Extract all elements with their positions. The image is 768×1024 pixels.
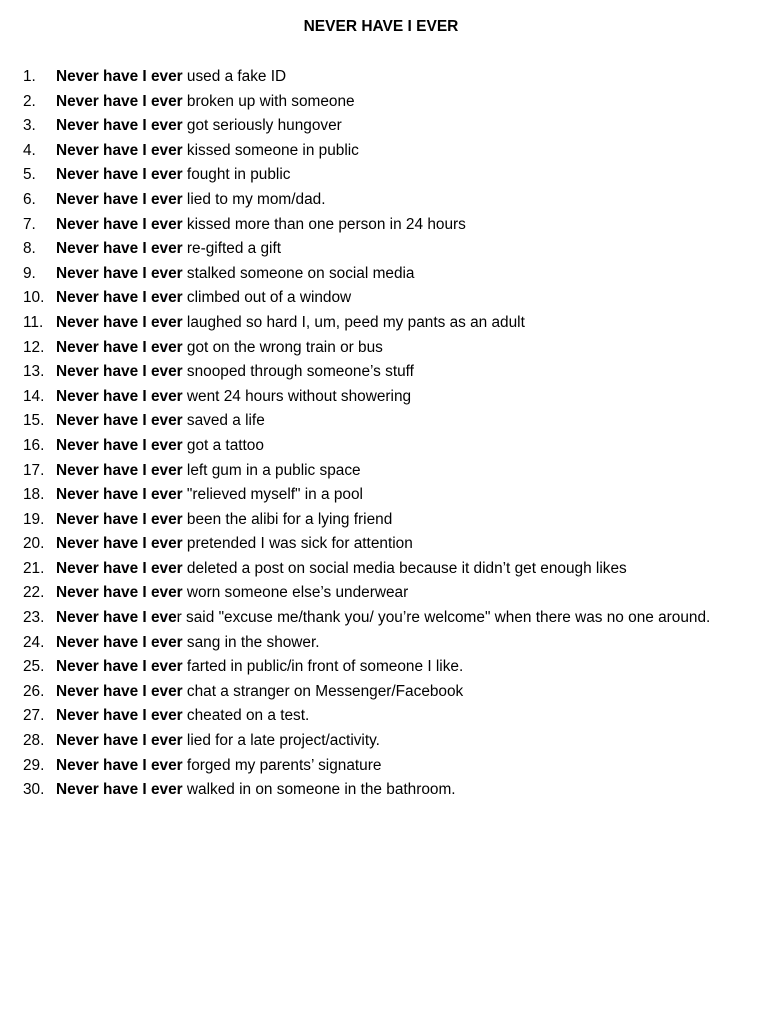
list-item bbox=[0, 655, 768, 680]
item-lead-phrase: Never have I ever bbox=[56, 92, 183, 110]
item-number: 14. bbox=[23, 387, 45, 405]
item-statement bbox=[56, 606, 710, 631]
item-statement-text: pretended I was sick for attention bbox=[182, 535, 413, 553]
item-lead-phrase: Never have I ever bbox=[56, 313, 183, 331]
item-statement bbox=[56, 237, 281, 262]
list-item bbox=[0, 237, 768, 262]
item-lead-phrase: Never have I ever bbox=[56, 190, 183, 208]
item-lead-phrase: Never have I ever bbox=[56, 68, 183, 85]
list-item bbox=[0, 311, 768, 336]
item-lead-phrase: Never have I ever bbox=[56, 658, 183, 676]
item-statement-text: kissed someone in public bbox=[182, 141, 359, 159]
item-number: 23. bbox=[23, 609, 45, 627]
item-lead-phrase: Never have I ever bbox=[56, 338, 183, 356]
list-item bbox=[0, 631, 768, 656]
item-statement bbox=[56, 532, 413, 557]
item-statement bbox=[56, 65, 286, 90]
item-lead-phrase: Never have I ever bbox=[56, 117, 183, 135]
item-lead-phrase: Never have I ever bbox=[56, 387, 183, 405]
item-lead-phrase: Never have I ever bbox=[56, 264, 183, 282]
item-number: 11. bbox=[23, 313, 44, 331]
item-statement bbox=[56, 508, 392, 533]
item-number: 4. bbox=[23, 141, 36, 159]
item-lead-phrase: Never have I ever bbox=[56, 141, 183, 159]
item-lead-phrase: Never have I ever bbox=[56, 363, 183, 381]
item-statement-text: got on the wrong train or bus bbox=[182, 338, 383, 356]
item-statement bbox=[56, 754, 381, 779]
item-number: 8. bbox=[23, 240, 36, 258]
item-lead-phrase: Never have I ever bbox=[56, 166, 183, 184]
item-number: 16. bbox=[23, 436, 45, 454]
item-number: 27. bbox=[23, 707, 45, 725]
item-statement-text: deleted a post on social media because it didn’t get enough likes bbox=[182, 559, 627, 577]
item-lead-phrase: Never have I ever bbox=[56, 682, 183, 700]
item-statement bbox=[56, 139, 359, 164]
item-statement bbox=[56, 90, 355, 115]
list-item bbox=[0, 163, 768, 188]
item-number: 12. bbox=[23, 338, 45, 356]
item-statement-text: chat a stranger on Messenger/Facebook bbox=[182, 682, 464, 700]
list-item bbox=[0, 754, 768, 779]
item-statement-text: walked in on someone in the bathroom. bbox=[182, 781, 456, 799]
item-lead-phrase: Never have I ever bbox=[56, 215, 183, 233]
item-number: 17. bbox=[23, 461, 45, 479]
list-item bbox=[0, 729, 768, 754]
item-lead-phrase: Never have I ever bbox=[56, 559, 183, 577]
item-lead-phrase: Never have I ever bbox=[56, 289, 183, 307]
item-number: 1. bbox=[23, 68, 36, 85]
item-number: 22. bbox=[23, 584, 45, 602]
item-statement-text: farted in public/in front of someone I like. bbox=[182, 658, 464, 676]
item-statement-text: fought in public bbox=[182, 166, 291, 184]
item-statement bbox=[56, 336, 383, 361]
item-number: 2. bbox=[23, 92, 36, 110]
list-item bbox=[0, 409, 768, 434]
item-statement bbox=[56, 311, 525, 336]
item-statement bbox=[56, 631, 320, 656]
list-item bbox=[0, 778, 768, 803]
item-lead-phrase: Never have I ever bbox=[56, 584, 183, 602]
item-number: 29. bbox=[23, 756, 45, 774]
item-statement bbox=[56, 655, 463, 680]
item-statement bbox=[56, 213, 466, 238]
item-statement-text: kissed more than one person in 24 hours bbox=[182, 215, 466, 233]
item-statement bbox=[56, 459, 361, 484]
item-statement bbox=[56, 385, 411, 410]
item-statement-text: left gum in a public space bbox=[182, 461, 361, 479]
item-number: 25. bbox=[23, 658, 45, 676]
item-statement bbox=[56, 286, 351, 311]
item-lead-phrase: Never have I eve bbox=[56, 609, 177, 627]
item-statement-text: broken up with someone bbox=[182, 92, 355, 110]
item-number: 30. bbox=[23, 781, 45, 799]
item-number: 24. bbox=[23, 633, 45, 651]
item-number: 15. bbox=[23, 412, 45, 430]
item-lead-phrase: Never have I ever bbox=[56, 707, 183, 725]
list-item bbox=[0, 188, 768, 213]
list-item bbox=[0, 483, 768, 508]
list-item bbox=[0, 434, 768, 459]
item-statement-text: got a tattoo bbox=[182, 436, 264, 454]
item-number: 18. bbox=[23, 486, 45, 504]
item-lead-phrase: Never have I ever bbox=[56, 461, 183, 479]
item-statement bbox=[56, 778, 456, 803]
list-item bbox=[0, 336, 768, 361]
item-statement bbox=[56, 114, 342, 139]
item-number: 3. bbox=[23, 117, 36, 135]
item-statement-text: lied for a late project/activity. bbox=[182, 732, 380, 750]
document-title: NEVER HAVE I EVER bbox=[303, 18, 459, 35]
item-lead-phrase: Never have I ever bbox=[56, 436, 183, 454]
list-item bbox=[0, 508, 768, 533]
item-number: 9. bbox=[23, 264, 36, 282]
item-statement-text: r said "excuse me/thank you/ you’re welcome" when there was no one around. bbox=[176, 609, 711, 627]
item-number: 5. bbox=[23, 166, 36, 184]
list-item bbox=[0, 90, 768, 115]
item-statement-text: went 24 hours without showering bbox=[182, 387, 412, 405]
item-statement bbox=[56, 729, 380, 754]
list-item bbox=[0, 262, 768, 287]
item-statement bbox=[56, 188, 326, 213]
list-item bbox=[0, 114, 768, 139]
item-lead-phrase: Never have I ever bbox=[56, 486, 183, 504]
list-item bbox=[0, 360, 768, 385]
item-statement-text: stalked someone on social media bbox=[182, 264, 415, 282]
item-lead-phrase: Never have I ever bbox=[56, 756, 183, 774]
item-statement bbox=[56, 557, 627, 582]
item-number: 28. bbox=[23, 732, 45, 750]
item-lead-phrase: Never have I ever bbox=[56, 633, 183, 651]
item-statement bbox=[56, 360, 414, 385]
list-item bbox=[0, 286, 768, 311]
statement-list bbox=[0, 65, 768, 803]
item-statement bbox=[56, 704, 309, 729]
item-statement bbox=[56, 163, 290, 188]
list-item bbox=[0, 606, 768, 631]
item-number: 19. bbox=[23, 510, 45, 528]
item-statement bbox=[56, 434, 264, 459]
item-statement bbox=[56, 409, 265, 434]
item-lead-phrase: Never have I ever bbox=[56, 781, 183, 799]
list-item bbox=[0, 581, 768, 606]
item-lead-phrase: Never have I ever bbox=[56, 240, 183, 258]
item-statement-text: cheated on a test. bbox=[182, 707, 310, 725]
item-statement-text: snooped through someone’s stuff bbox=[182, 363, 414, 381]
item-number: 20. bbox=[23, 535, 45, 553]
item-number: 7. bbox=[23, 215, 36, 233]
item-statement bbox=[56, 581, 408, 606]
item-lead-phrase: Never have I ever bbox=[56, 535, 183, 553]
item-statement bbox=[56, 680, 463, 705]
item-number: 21. bbox=[23, 559, 45, 577]
item-statement-text: forged my parents’ signature bbox=[182, 756, 382, 774]
item-lead-phrase: Never have I ever bbox=[56, 732, 183, 750]
list-item bbox=[0, 557, 768, 582]
list-item bbox=[0, 139, 768, 164]
item-statement-text: lied to my mom/dad. bbox=[182, 190, 326, 208]
item-statement-text: sang in the shower. bbox=[182, 633, 320, 651]
item-statement-text: been the alibi for a lying friend bbox=[182, 510, 393, 528]
item-statement-text: worn someone else’s underwear bbox=[182, 584, 409, 602]
item-statement-text: saved a life bbox=[182, 412, 265, 430]
item-statement-text: re-gifted a gift bbox=[182, 240, 282, 258]
list-item bbox=[0, 65, 768, 90]
item-number: 26. bbox=[23, 682, 45, 700]
item-statement-text: laughed so hard I, um, peed my pants as an adult bbox=[182, 313, 525, 331]
list-item bbox=[0, 532, 768, 557]
item-lead-phrase: Never have I ever bbox=[56, 412, 183, 430]
list-item bbox=[0, 385, 768, 410]
item-statement bbox=[56, 483, 363, 508]
item-number: 10. bbox=[23, 289, 45, 307]
item-number: 13. bbox=[23, 363, 45, 381]
list-item bbox=[0, 459, 768, 484]
item-statement-text: "relieved myself" in a pool bbox=[182, 486, 363, 504]
item-number: 6. bbox=[23, 190, 36, 208]
list-item bbox=[0, 680, 768, 705]
item-statement-text: used a fake ID bbox=[182, 68, 287, 85]
item-statement-text: got seriously hungover bbox=[182, 117, 342, 135]
item-lead-phrase: Never have I ever bbox=[56, 510, 183, 528]
list-item bbox=[0, 704, 768, 729]
list-item bbox=[0, 213, 768, 238]
item-statement bbox=[56, 262, 415, 287]
item-statement-text: climbed out of a window bbox=[182, 289, 352, 307]
